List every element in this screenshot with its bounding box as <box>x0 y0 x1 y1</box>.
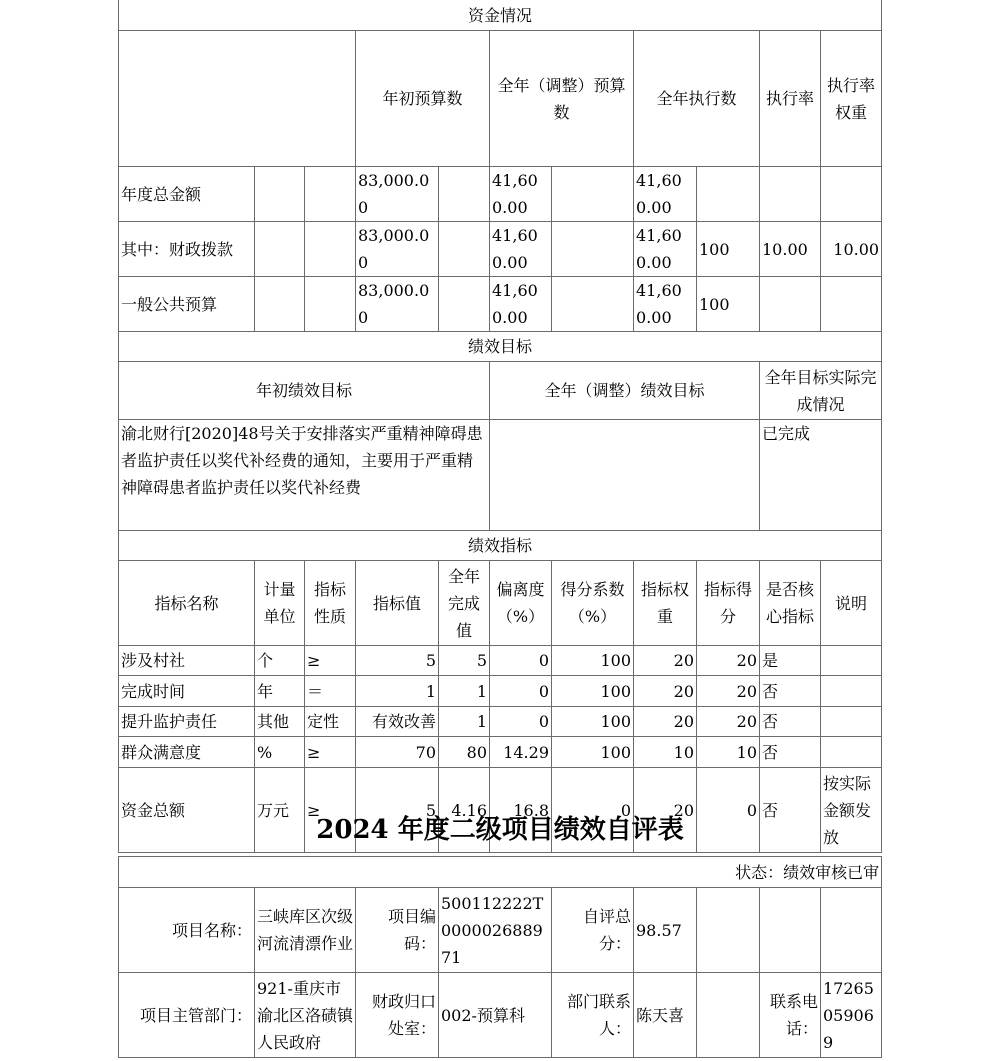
ind-done: 1 <box>439 707 490 737</box>
fund-row-label: 其中：财政拨款 <box>119 222 255 277</box>
indicator-row <box>119 737 882 768</box>
ind-core: 是 <box>760 646 821 676</box>
fund-row-label: 一般公共预算 <box>119 277 255 332</box>
ind-value: 1 <box>356 676 439 707</box>
fund-weight <box>760 167 821 222</box>
ind-score: 20 <box>697 676 760 707</box>
ind-note <box>821 707 882 737</box>
ind-note: 按实际金额发放 <box>821 768 882 853</box>
fund-adjusted: 41,600.00 <box>490 277 552 332</box>
ind-score: 20 <box>697 646 760 676</box>
ind-coefficient: 100 <box>552 707 634 737</box>
finance-office-label: 财政归口处室： <box>356 973 439 1058</box>
ind-header-value: 指标值 <box>356 561 439 646</box>
project-name: 三峡库区次级河流清漂作业 <box>255 888 356 973</box>
ind-header-weight: 指标权重 <box>634 561 697 646</box>
ind-score: 10 <box>697 737 760 768</box>
header-execution: 全年执行数 <box>634 31 760 167</box>
project-code: 500112222T000002688971 <box>439 888 552 973</box>
ind-core: 否 <box>760 768 821 853</box>
dept: 921-重庆市渝北区洛碛镇人民政府 <box>255 973 356 1058</box>
indicators-section-title: 绩效指标 <box>119 531 882 561</box>
fund-executed: 41,600.00 <box>634 222 697 277</box>
ind-header-unit: 计量单位 <box>255 561 305 646</box>
fund-weight: 10.00 <box>760 222 821 277</box>
ind-nature: ≥ <box>305 646 356 676</box>
ind-done: 80 <box>439 737 490 768</box>
ind-deviation: 14.29 <box>490 737 552 768</box>
ind-name: 提升监护责任 <box>119 707 255 737</box>
status-text: 状态：绩效审核已审 <box>119 857 882 888</box>
ind-name: 完成时间 <box>119 676 255 707</box>
fund-row <box>119 277 882 332</box>
ind-core: 否 <box>760 676 821 707</box>
ind-value: 有效改善 <box>356 707 439 737</box>
header-weight: 执行率权重 <box>821 31 882 167</box>
ind-note <box>821 676 882 707</box>
funds-section-title: 资金情况 <box>119 0 882 31</box>
ind-done: 1 <box>439 676 490 707</box>
phone: 17265059069 <box>821 973 882 1058</box>
ind-done: 4.16 <box>439 768 490 853</box>
ind-header-name: 指标名称 <box>119 561 255 646</box>
fund-executed: 41,600.00 <box>634 277 697 332</box>
ind-note <box>821 737 882 768</box>
fund-score <box>821 167 882 222</box>
fund-adjusted: 41,600.00 <box>490 222 552 277</box>
ind-weight: 20 <box>634 646 697 676</box>
ind-deviation: 16.8 <box>490 768 552 853</box>
page-title: 2024 年度二级项目绩效自评表 <box>316 815 684 845</box>
ind-nature: ≥ <box>305 768 356 853</box>
ind-value: 5 <box>356 646 439 676</box>
header-adjusted-budget: 全年（调整）预算数 <box>490 31 634 167</box>
ind-done: 5 <box>439 646 490 676</box>
fund-executed: 41,600.00 <box>634 167 697 222</box>
ind-weight: 20 <box>634 768 697 853</box>
dept-label: 项目主管部门： <box>119 973 255 1058</box>
contact: 陈天喜 <box>634 973 697 1058</box>
goals-adjusted-header: 全年（调整）绩效目标 <box>490 362 760 420</box>
ind-header-score: 指标得分 <box>697 561 760 646</box>
goals-section-title: 绩效目标 <box>119 332 882 362</box>
contact-label: 部门联系人： <box>552 973 634 1058</box>
ind-header-nature: 指标性质 <box>305 561 356 646</box>
ind-coefficient: 100 <box>552 646 634 676</box>
goals-actual-header: 全年目标实际完成情况 <box>760 362 882 420</box>
goals-initial-text: 渝北财行[2020]48号关于安排落实严重精神障碍患者监护责任以奖代补经费的通知，主要用于严重精神障碍患者监护责任以奖代补经费 <box>119 420 490 531</box>
phone-label: 联系电话： <box>760 973 821 1058</box>
self-score-label: 自评总分： <box>552 888 634 973</box>
ind-header-core: 是否核心指标 <box>760 561 821 646</box>
ind-weight: 20 <box>634 676 697 707</box>
ind-deviation: 0 <box>490 707 552 737</box>
ind-header-deviation: 偏离度（%） <box>490 561 552 646</box>
ind-unit: 其他 <box>255 707 305 737</box>
self-score: 98.57 <box>634 888 697 973</box>
project-info-table <box>118 856 882 1058</box>
ind-deviation: 0 <box>490 676 552 707</box>
fund-row-label: 年度总金额 <box>119 167 255 222</box>
fund-weight <box>760 277 821 332</box>
project-code-label: 项目编码： <box>356 888 439 973</box>
fund-adjusted: 41,600.00 <box>490 167 552 222</box>
ind-note <box>821 646 882 676</box>
fund-rate <box>697 167 760 222</box>
fund-row <box>119 167 882 222</box>
project-name-label: 项目名称： <box>119 888 255 973</box>
ind-value: 70 <box>356 737 439 768</box>
indicator-row <box>119 676 882 707</box>
fund-row <box>119 222 882 277</box>
ind-name: 群众满意度 <box>119 737 255 768</box>
header-rate: 执行率 <box>760 31 821 167</box>
ind-header-coefficient: 得分系数（%） <box>552 561 634 646</box>
ind-header-note: 说明 <box>821 561 882 646</box>
goals-actual-text: 已完成 <box>760 420 882 531</box>
ind-coefficient: 100 <box>552 676 634 707</box>
ind-unit: 个 <box>255 646 305 676</box>
ind-coefficient: 0 <box>552 768 634 853</box>
goals-initial-header: 年初绩效目标 <box>119 362 490 420</box>
ind-name: 涉及村社 <box>119 646 255 676</box>
fund-rate: 100 <box>697 222 760 277</box>
fund-rate: 100 <box>697 277 760 332</box>
ind-nature: 定性 <box>305 707 356 737</box>
finance-office: 002-预算科 <box>439 973 552 1058</box>
indicator-row <box>119 646 882 676</box>
fund-score <box>821 277 882 332</box>
ind-score: 20 <box>697 707 760 737</box>
goals-adjusted-text <box>490 420 760 531</box>
ind-weight: 10 <box>634 737 697 768</box>
ind-name: 资金总额 <box>119 768 255 853</box>
ind-core: 否 <box>760 707 821 737</box>
ind-deviation: 0 <box>490 646 552 676</box>
ind-nature: ≥ <box>305 737 356 768</box>
fund-initial: 83,000.00 <box>356 277 439 332</box>
ind-unit: % <box>255 737 305 768</box>
fund-performance-table <box>118 0 882 853</box>
indicator-row <box>119 707 882 737</box>
ind-value: 5 <box>356 768 439 853</box>
ind-header-done: 全年完成值 <box>439 561 490 646</box>
ind-score: 0 <box>697 768 760 853</box>
fund-initial: 83,000.00 <box>356 167 439 222</box>
header-initial-budget: 年初预算数 <box>356 31 490 167</box>
fund-initial: 83,000.00 <box>356 222 439 277</box>
ind-unit: 年 <box>255 676 305 707</box>
ind-core: 否 <box>760 737 821 768</box>
ind-coefficient: 100 <box>552 737 634 768</box>
ind-unit: 万元 <box>255 768 305 853</box>
ind-nature: ＝ <box>305 676 356 707</box>
fund-score: 10.00 <box>821 222 882 277</box>
ind-weight: 20 <box>634 707 697 737</box>
